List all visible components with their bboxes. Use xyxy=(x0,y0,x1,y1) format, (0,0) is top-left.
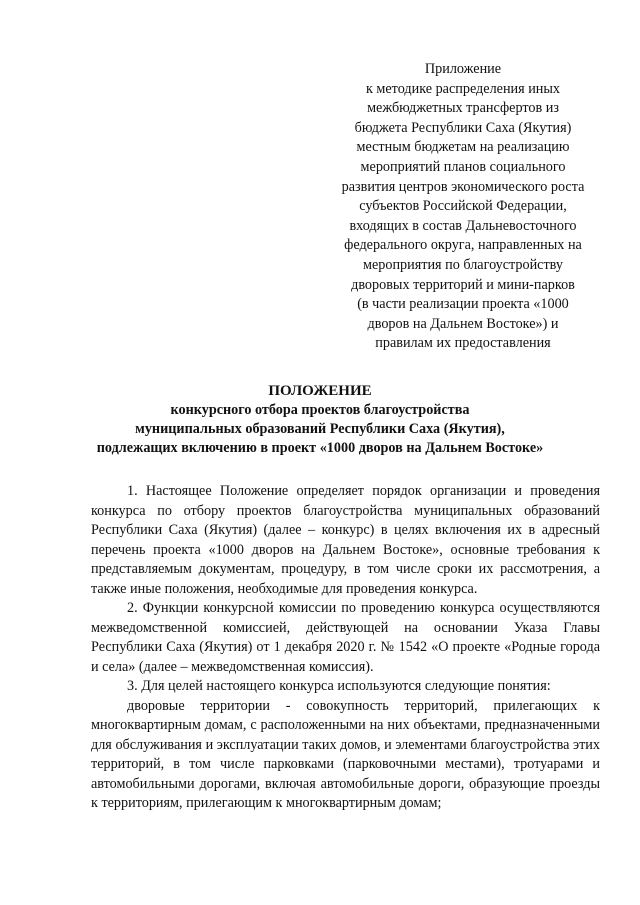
document-title: ПОЛОЖЕНИЕ xyxy=(268,383,372,399)
appendix-header xyxy=(318,60,608,354)
appendix-line: Приложение xyxy=(424,61,502,77)
appendix-line: местным бюджетам на реализацию xyxy=(356,139,570,156)
appendix-line: дворов на Дальнем Востоке») и xyxy=(367,315,559,332)
appendix-line: мероприятия по благоустройству xyxy=(363,256,563,273)
appendix-line: федерального округа, направленных на xyxy=(344,237,582,254)
document-subtitle-line: муниципальных образований Республики Саха (Якутия), xyxy=(135,421,505,437)
appendix-line: дворовых территорий и мини-парков xyxy=(351,276,575,293)
appendix-line: к методике распределения иных xyxy=(365,80,561,97)
appendix-line: бюджета Республики Саха (Якутия) xyxy=(354,119,572,136)
document-subtitle-line: конкурсного отбора проектов благоустройства xyxy=(170,402,470,418)
document-body xyxy=(91,482,600,814)
document-heading xyxy=(40,381,600,458)
appendix-line: субъектов Российской Федерации, xyxy=(359,198,567,215)
appendix-line: мероприятий планов социального xyxy=(360,158,566,175)
paragraph-3: 3. Для целей настоящего конкурса используются следующие понятия: xyxy=(127,678,551,694)
paragraph-definition: дворовые территории - совокупность территорий, прилегающих к многоквартирным домам, с расположенными на них объектами, предназначенными для обслуживания и эксплуатации таких домов, и элементами благоустройства этих территорий, в том числе парковками (парковочными местами), тротуарами и автомобильными дорогами, включая автомобильные дороги, образующие проезды к территориям, прилегающим к многоквартирным домам; xyxy=(91,697,600,811)
paragraph-2: 2. Функции конкурсной комиссии по проведению конкурса осуществляются межведомственной комиссией, действующей на основании Указа Главы Республики Саха (Якутия) от 1 декабря 2020 г. № 1542 «О проекте «Родные города и села» (далее – межведомственная комиссия). xyxy=(91,600,600,675)
appendix-line: межбюджетных трансфертов из xyxy=(367,100,559,117)
appendix-line: развития центров экономического роста xyxy=(341,178,585,195)
appendix-line: входящих в состав Дальневосточного xyxy=(349,217,577,234)
paragraph-1: 1. Настоящее Положение определяет порядок организации и проведения конкурса по отбору проектов благоустройства муниципальных образований Республики Саха (Якутия) (далее – конкурс) в целях включения их в адресный перечень проекта «1000 дворов на Дальнем Востоке», основные требования к представляемым документам, процедуру, в том числе сроки их рассмотрения, а также иные положения, необходимые для проведения конкурса. xyxy=(91,483,600,597)
appendix-line: правилам их предоставления xyxy=(375,335,551,352)
document-subtitle-line: подлежащих включению в проект «1000 дворов на Дальнем Востоке» xyxy=(96,440,544,456)
appendix-line: (в части реализации проекта «1000 xyxy=(357,296,569,313)
